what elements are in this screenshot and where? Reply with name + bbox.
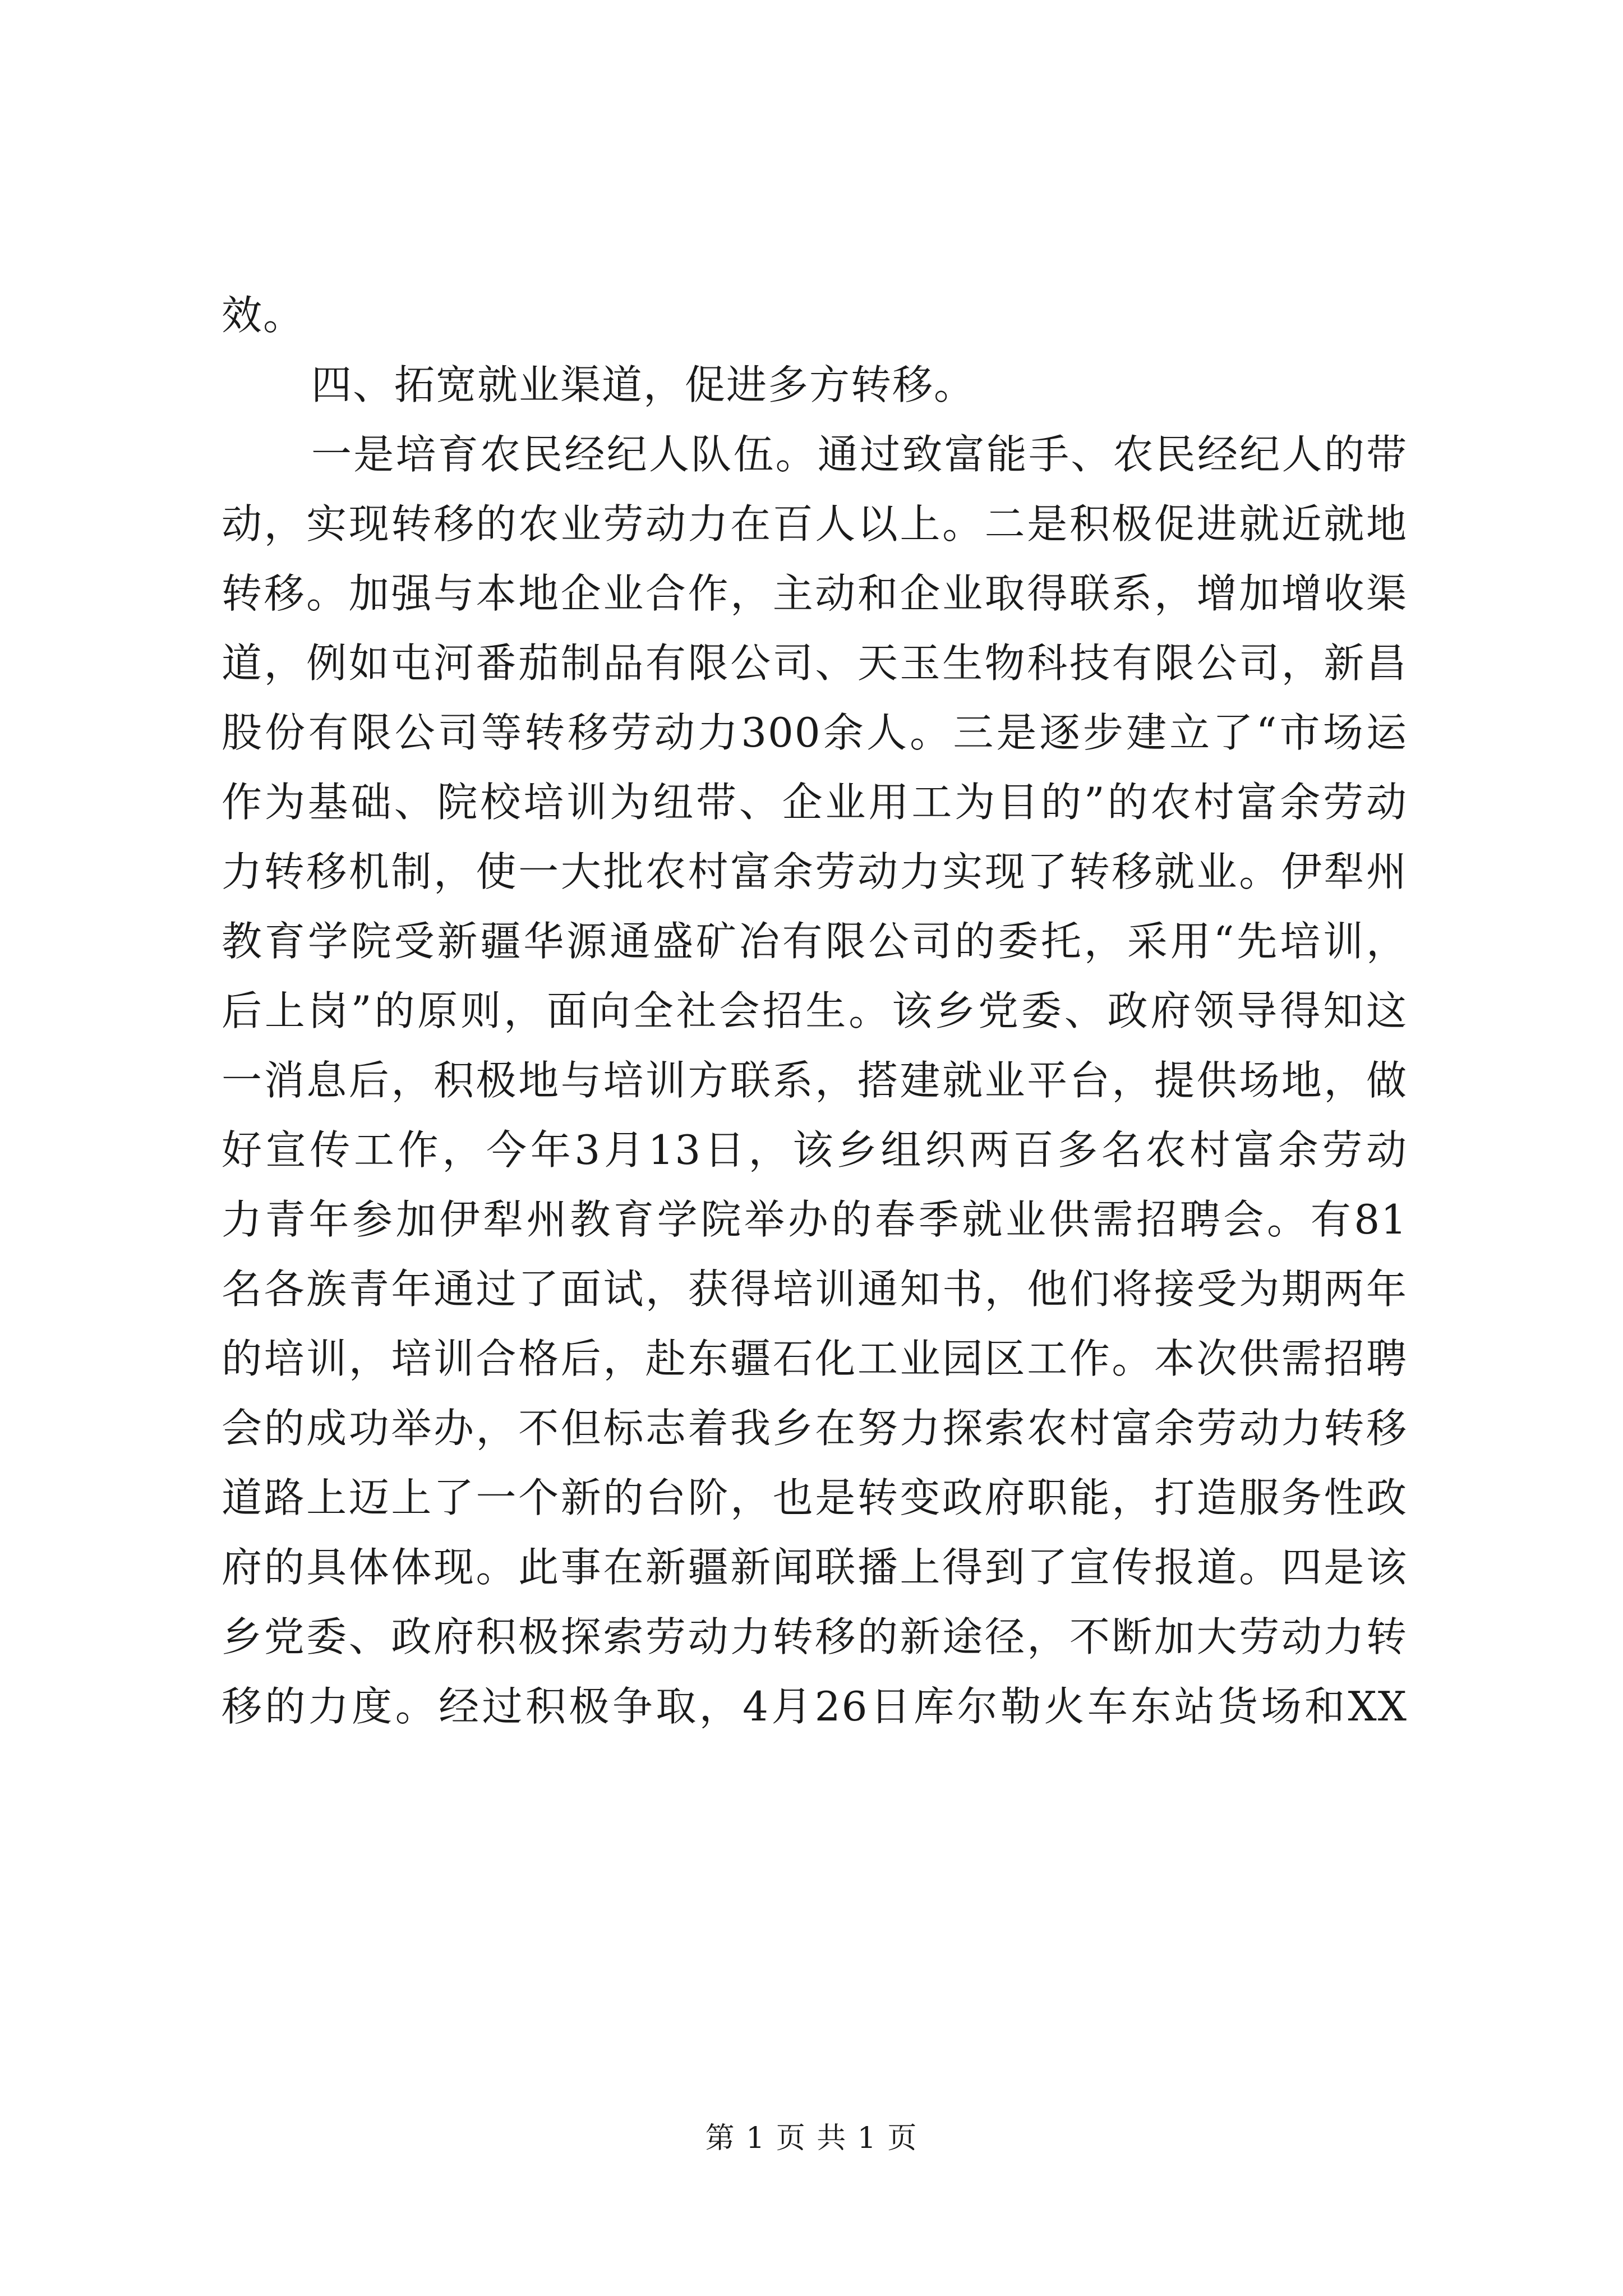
text-line: 力转移机制，使一大批农村富余劳动力实现了转移就业。伊犁州 <box>222 848 1408 895</box>
text-line: 道路上迈上了一个新的台阶，也是转变政府职能，打造服务性政 <box>222 1474 1408 1521</box>
text-line: 会的成功举办，不但标志着我乡在努力探索农村富余劳动力转移 <box>222 1405 1408 1452</box>
text-line: 一消息后，积极地与培训方联系，搭建就业平台，提供场地，做 <box>222 1057 1408 1104</box>
document-body <box>222 280 1408 1741</box>
text-line: 好宣传工作，今年3月13日，该乡组织两百多名农村富余劳动 <box>222 1126 1408 1174</box>
text-line: 府的具体体现。此事在新疆新闻联播上得到了宣传报道。四是该 <box>222 1544 1408 1591</box>
page-number-footer: 第 1 页 共 1 页 <box>705 2122 918 2155</box>
text-line: 动，实现转移的农业劳动力在百人以上。二是积极促进就近就地 <box>222 500 1408 547</box>
text-line: 名各族青年通过了面试，获得培训通知书，他们将接受为期两年 <box>222 1266 1408 1313</box>
section-heading: 四、拓宽就业渠道，促进多方转移。 <box>311 361 976 408</box>
text-line: 股份有限公司等转移劳动力300余人。三是逐步建立了“市场运 <box>222 709 1408 756</box>
text-line: 移的力度。经过积极争取，4月26日库尔勒火车东站货场和XX <box>222 1683 1408 1730</box>
text-line: 后上岗”的原则，面向全社会招生。该乡党委、政府领导得知这 <box>222 987 1408 1034</box>
text-line: 教育学院受新疆华源通盛矿冶有限公司的委托，采用“先培训， <box>222 918 1408 965</box>
text-line: 作为基础、院校培训为纽带、企业用工为目的”的农村富余劳动 <box>222 779 1408 826</box>
text-line: 道，例如屯河番茄制品有限公司、天玉生物科技有限公司，新昌 <box>222 639 1408 687</box>
text-line: 乡党委、政府积极探索劳动力转移的新途径，不断加大劳动力转 <box>222 1613 1408 1660</box>
text-line: 的培训，培训合格后，赴东疆石化工业园区工作。本次供需招聘 <box>222 1335 1408 1382</box>
text-line: 转移。加强与本地企业合作，主动和企业取得联系，增加增收渠 <box>222 570 1408 617</box>
text-line: 效。 <box>222 292 305 339</box>
text-line: 一是培育农民经纪人队伍。通过致富能手、农民经纪人的带 <box>311 431 1408 478</box>
text-line: 力青年参加伊犁州教育学院举办的春季就业供需招聘会。有81 <box>222 1196 1408 1243</box>
